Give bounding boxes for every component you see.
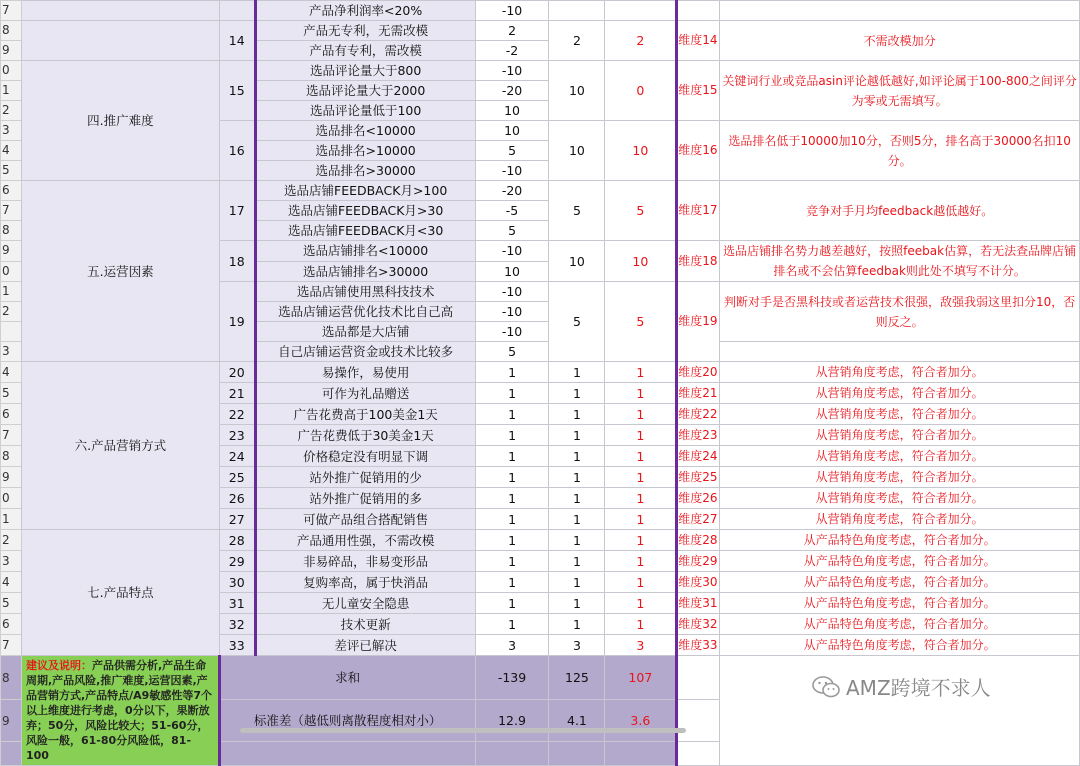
group-cell-5[interactable]: 五.运营因素 [21, 181, 219, 362]
score-cell[interactable]: -10 [475, 1, 549, 21]
score-cell[interactable]: -5 [475, 201, 549, 221]
label-cell[interactable] [677, 700, 720, 742]
item-cell[interactable]: 产品通用性强，不需改模 [255, 530, 475, 551]
row-header[interactable] [1, 322, 22, 342]
dim-number-cell[interactable]: 23 [219, 425, 255, 446]
note-cell[interactable]: 从产品特色角度考虑，符合者加分。 [720, 593, 1080, 614]
item-cell[interactable]: 选品店铺运营优化技术比自己高 [255, 302, 475, 322]
score-cell[interactable]: 1 [475, 614, 549, 635]
label-cell[interactable] [677, 1, 720, 21]
dim-number-cell[interactable]: 27 [219, 509, 255, 530]
note-cell[interactable]: 从产品特色角度考虑，符合者加分。 [720, 635, 1080, 656]
label-cell[interactable]: 维度21 [677, 383, 720, 404]
item-cell[interactable]: 站外推广促销用的少 [255, 467, 475, 488]
row-header[interactable]: 8 [1, 446, 22, 467]
item-cell[interactable]: 选品都是大店铺 [255, 322, 475, 342]
max-cell[interactable]: 1 [549, 362, 605, 383]
dim-number-cell[interactable]: 16 [219, 121, 255, 181]
score-cell[interactable]: -10 [475, 241, 549, 262]
score-cell[interactable]: -10 [475, 302, 549, 322]
max-cell[interactable]: 1 [549, 593, 605, 614]
result-cell[interactable]: 1 [605, 467, 677, 488]
label-cell[interactable]: 维度31 [677, 593, 720, 614]
group-cell[interactable]: 六.产品营销方式 [21, 362, 219, 530]
score-cell[interactable]: 1 [475, 530, 549, 551]
label-cell[interactable]: 维度17 [677, 181, 720, 241]
note-cell[interactable]: 竞争对手月均feedback越低越好。 [720, 181, 1080, 241]
row-header[interactable]: 3 [1, 551, 22, 572]
note-cell[interactable]: 从营销角度考虑，符合者加分。 [720, 404, 1080, 425]
label-cell[interactable]: 维度18 [677, 241, 720, 282]
max-cell[interactable]: 1 [549, 425, 605, 446]
score-cell[interactable]: 1 [475, 488, 549, 509]
row-header[interactable]: 2 [1, 101, 22, 121]
score-cell[interactable]: 1 [475, 404, 549, 425]
extra-cell[interactable] [605, 742, 677, 766]
row-header[interactable]: 8 [1, 21, 22, 41]
max-cell[interactable]: 10 [549, 241, 605, 282]
label-cell[interactable]: 维度20 [677, 362, 720, 383]
item-cell[interactable]: 易操作，易使用 [255, 362, 475, 383]
sum-score-cell[interactable]: -139 [475, 656, 549, 700]
item-cell[interactable]: 选品排名<10000 [255, 121, 475, 141]
row-header[interactable]: 4 [1, 572, 22, 593]
row-header[interactable]: 6 [1, 404, 22, 425]
max-cell[interactable]: 10 [549, 121, 605, 181]
item-cell[interactable]: 产品净利润率<20% [255, 1, 475, 21]
item-cell[interactable]: 选品店铺FEEDBACK月>30 [255, 201, 475, 221]
score-cell[interactable]: -10 [475, 282, 549, 302]
row-header[interactable]: 9 [1, 467, 22, 488]
note-cell[interactable]: 从产品特色角度考虑，符合者加分。 [720, 572, 1080, 593]
note-cell[interactable]: 从产品特色角度考虑，符合者加分。 [720, 551, 1080, 572]
label-cell[interactable]: 维度22 [677, 404, 720, 425]
note-cell[interactable]: 从营销角度考虑，符合者加分。 [720, 425, 1080, 446]
max-cell[interactable] [549, 1, 605, 21]
item-cell[interactable]: 广告花费高于100美金1天 [255, 404, 475, 425]
std-label-cell[interactable]: 标准差（越低则离散程度相对小） [219, 700, 475, 742]
score-cell[interactable]: 1 [475, 425, 549, 446]
result-cell[interactable]: 1 [605, 446, 677, 467]
item-cell[interactable]: 可做产品组合搭配销售 [255, 509, 475, 530]
result-cell[interactable]: 1 [605, 530, 677, 551]
score-cell[interactable]: 1 [475, 467, 549, 488]
row-header[interactable]: 4 [1, 141, 22, 161]
sum-max-cell[interactable]: 125 [549, 656, 605, 700]
label-cell[interactable]: 维度33 [677, 635, 720, 656]
result-cell[interactable]: 1 [605, 404, 677, 425]
max-cell[interactable]: 1 [549, 446, 605, 467]
result-cell[interactable]: 10 [605, 121, 677, 181]
item-cell[interactable]: 选品店铺FEEDBACK月>100 [255, 181, 475, 201]
note-cell[interactable]: 不需改模加分 [720, 21, 1080, 61]
score-cell[interactable]: -20 [475, 81, 549, 101]
row-header[interactable]: 1 [1, 282, 22, 302]
max-cell[interactable]: 1 [549, 530, 605, 551]
row-header[interactable]: 9 [1, 241, 22, 262]
result-cell[interactable] [605, 1, 677, 21]
note-cell[interactable]: 从营销角度考虑，符合者加分。 [720, 488, 1080, 509]
row-header[interactable]: 0 [1, 261, 22, 282]
group-cell-top[interactable] [21, 1, 219, 21]
note-cell[interactable]: 从营销角度考虑，符合者加分。 [720, 383, 1080, 404]
max-cell[interactable]: 1 [549, 572, 605, 593]
note-cell[interactable]: 关键词行业或竞品asin评论越低越好,如评论属于100-800之间评分为零或无需填写。 [720, 61, 1080, 121]
label-cell[interactable] [677, 656, 720, 700]
row-header[interactable]: 9 [1, 700, 22, 742]
dim-number-cell[interactable]: 15 [219, 61, 255, 121]
result-cell[interactable]: 1 [605, 551, 677, 572]
score-cell[interactable]: -10 [475, 322, 549, 342]
score-cell[interactable]: 5 [475, 141, 549, 161]
dim-number-cell[interactable]: 19 [219, 282, 255, 362]
extra-cell[interactable] [475, 742, 549, 766]
label-cell[interactable] [677, 742, 720, 766]
dim-number-cell[interactable]: 24 [219, 446, 255, 467]
row-header[interactable]: 5 [1, 161, 22, 181]
result-cell[interactable]: 1 [605, 509, 677, 530]
item-cell[interactable]: 自己店铺运营资金或技术比较多 [255, 342, 475, 362]
dim-number-cell[interactable]: 31 [219, 593, 255, 614]
dim-number-cell[interactable]: 22 [219, 404, 255, 425]
score-cell[interactable]: 5 [475, 342, 549, 362]
result-cell[interactable]: 1 [605, 572, 677, 593]
label-cell[interactable]: 维度29 [677, 551, 720, 572]
dim-number-cell[interactable]: 21 [219, 383, 255, 404]
score-cell[interactable]: 10 [475, 101, 549, 121]
std-result-cell[interactable]: 3.6 [605, 700, 677, 742]
result-cell[interactable]: 5 [605, 181, 677, 241]
dim-number-cell[interactable]: 17 [219, 181, 255, 241]
sum-result-cell[interactable]: 107 [605, 656, 677, 700]
group-cell[interactable]: 七.产品特点 [21, 530, 219, 656]
note-cell[interactable] [720, 342, 1080, 362]
label-cell[interactable]: 维度26 [677, 488, 720, 509]
dim-number-cell[interactable]: 30 [219, 572, 255, 593]
note-cell[interactable]: 从营销角度考虑，符合者加分。 [720, 362, 1080, 383]
advice-title: 建议及说明： [25, 659, 92, 672]
label-cell[interactable]: 维度23 [677, 425, 720, 446]
label-cell[interactable]: 维度32 [677, 614, 720, 635]
max-cell[interactable]: 1 [549, 467, 605, 488]
result-cell[interactable]: 1 [605, 488, 677, 509]
note-cell[interactable] [720, 1, 1080, 21]
label-cell[interactable]: 维度16 [677, 121, 720, 181]
result-cell[interactable]: 1 [605, 593, 677, 614]
item-cell[interactable]: 选品评论量低于100 [255, 101, 475, 121]
max-cell[interactable]: 3 [549, 635, 605, 656]
item-cell[interactable]: 可作为礼品赠送 [255, 383, 475, 404]
score-cell[interactable]: 2 [475, 21, 549, 41]
label-cell[interactable]: 维度15 [677, 61, 720, 121]
item-cell[interactable]: 站外推广促销用的多 [255, 488, 475, 509]
note-cell[interactable]: 从营销角度考虑，符合者加分。 [720, 467, 1080, 488]
dim-number-cell[interactable]: 29 [219, 551, 255, 572]
watermark [812, 672, 991, 701]
score-cell[interactable]: -10 [475, 61, 549, 81]
item-cell[interactable]: 选品店铺使用黑科技技术 [255, 282, 475, 302]
max-cell[interactable]: 1 [549, 488, 605, 509]
extra-cell[interactable] [219, 742, 475, 766]
label-cell[interactable]: 维度27 [677, 509, 720, 530]
watermark-text: AMZ跨境不求人 [846, 676, 991, 700]
label-cell[interactable]: 维度28 [677, 530, 720, 551]
result-cell[interactable]: 1 [605, 425, 677, 446]
score-cell[interactable]: 3 [475, 635, 549, 656]
row-header[interactable]: 3 [1, 342, 22, 362]
dim-number-cell[interactable]: 32 [219, 614, 255, 635]
note-cell[interactable]: 选品排名低于10000加10分，否则5分，排名高于30000名扣10分。 [720, 121, 1080, 181]
dim-number-cell[interactable]: 26 [219, 488, 255, 509]
result-cell[interactable]: 0 [605, 61, 677, 121]
score-cell[interactable]: -2 [475, 41, 549, 61]
dim-number-cell[interactable]: 18 [219, 241, 255, 282]
std-score-cell[interactable]: 12.9 [475, 700, 549, 742]
label-cell[interactable]: 维度19 [677, 282, 720, 362]
score-cell[interactable]: 1 [475, 383, 549, 404]
row-header[interactable]: 5 [1, 593, 22, 614]
dim-number-cell[interactable]: 20 [219, 362, 255, 383]
dim-number-cell[interactable]: 25 [219, 467, 255, 488]
sum-label-cell[interactable]: 求和 [219, 656, 475, 700]
dim-number-cell[interactable]: 28 [219, 530, 255, 551]
score-cell[interactable]: -10 [475, 161, 549, 181]
note-cell[interactable]: 选品店铺排名势力越差越好，按照feebak估算，若无法查品牌店铺排名或不会估算feedbak则此处不填写不计分。 [720, 241, 1080, 282]
result-cell[interactable]: 10 [605, 241, 677, 282]
item-cell[interactable]: 价格稳定没有明显下调 [255, 446, 475, 467]
row-header[interactable]: 5 [1, 383, 22, 404]
result-cell[interactable]: 1 [605, 383, 677, 404]
wechat-icon [812, 676, 840, 698]
item-cell[interactable]: 选品评论量大于2000 [255, 81, 475, 101]
row-header[interactable]: 2 [1, 302, 22, 322]
row-header[interactable]: 6 [1, 614, 22, 635]
max-cell[interactable]: 1 [549, 614, 605, 635]
score-cell[interactable]: 5 [475, 221, 549, 241]
note-cell[interactable]: 判断对手是否黑科技或者运营技术很强，敌强我弱这里扣分10，否则反之。 [720, 282, 1080, 342]
score-cell[interactable]: -20 [475, 181, 549, 201]
item-cell[interactable]: 选品排名>10000 [255, 141, 475, 161]
item-cell[interactable]: 非易碎品，非易变形品 [255, 551, 475, 572]
label-cell[interactable]: 维度14 [677, 21, 720, 61]
item-cell[interactable]: 选品店铺FEEDBACK月<30 [255, 221, 475, 241]
item-cell[interactable]: 复购率高，属于快消品 [255, 572, 475, 593]
note-cell[interactable]: 从产品特色角度考虑，符合者加分。 [720, 614, 1080, 635]
group-cell-3[interactable] [21, 21, 219, 61]
max-cell[interactable]: 5 [549, 282, 605, 362]
row-header[interactable]: 9 [1, 41, 22, 61]
row-header[interactable] [1, 742, 22, 766]
row-header[interactable]: 4 [1, 362, 22, 383]
row-header[interactable]: 3 [1, 121, 22, 141]
note-cell[interactable]: 从营销角度考虑，符合者加分。 [720, 446, 1080, 467]
max-cell[interactable]: 1 [549, 383, 605, 404]
result-cell[interactable]: 2 [605, 21, 677, 61]
max-cell[interactable]: 10 [549, 61, 605, 121]
item-cell[interactable]: 产品有专利，需改模 [255, 41, 475, 61]
row-header[interactable]: 6 [1, 181, 22, 201]
item-cell[interactable]: 选品店铺排名>30000 [255, 261, 475, 282]
item-cell[interactable]: 无儿童安全隐患 [255, 593, 475, 614]
row-header[interactable]: 0 [1, 488, 22, 509]
extra-cell[interactable] [549, 742, 605, 766]
std-max-cell[interactable]: 4.1 [549, 700, 605, 742]
max-cell[interactable]: 1 [549, 509, 605, 530]
item-cell[interactable]: 差评已解决 [255, 635, 475, 656]
label-cell[interactable]: 维度24 [677, 446, 720, 467]
score-cell[interactable]: 1 [475, 572, 549, 593]
label-cell[interactable]: 维度25 [677, 467, 720, 488]
row-header[interactable]: 2 [1, 530, 22, 551]
score-cell[interactable]: 1 [475, 509, 549, 530]
item-cell[interactable]: 选品评论量大于800 [255, 61, 475, 81]
dim-number-cell[interactable]: 33 [219, 635, 255, 656]
score-cell[interactable]: 1 [475, 551, 549, 572]
dim-number-cell[interactable] [219, 1, 255, 21]
result-cell[interactable]: 3 [605, 635, 677, 656]
advice-cell[interactable] [21, 656, 219, 766]
row-header[interactable]: 1 [1, 81, 22, 101]
result-cell[interactable]: 5 [605, 282, 677, 362]
result-cell[interactable]: 1 [605, 614, 677, 635]
row-header[interactable]: 8 [1, 656, 22, 700]
row-header[interactable]: 1 [1, 509, 22, 530]
dim-number-cell[interactable]: 14 [219, 21, 255, 61]
score-cell[interactable]: 10 [475, 261, 549, 282]
score-cell[interactable]: 1 [475, 446, 549, 467]
item-cell[interactable]: 产品无专利，无需改模 [255, 21, 475, 41]
max-cell[interactable]: 5 [549, 181, 605, 241]
row-header[interactable]: 8 [1, 221, 22, 241]
score-cell[interactable]: 1 [475, 362, 549, 383]
result-cell[interactable]: 1 [605, 362, 677, 383]
item-cell[interactable]: 技术更新 [255, 614, 475, 635]
advice-text: 产品供需分析,产品生命周期,产品风险,推广难度,运营因素,产品营销方式,产品特点/A9敏感性等7个以上维度进行考虑，0分以下，果断放弃；50分，风险比较大；51-60分，风险一般，61-80分风险低，81-100 [25, 659, 212, 762]
max-cell[interactable]: 1 [549, 404, 605, 425]
group-cell-4[interactable]: 四.推广难度 [21, 61, 219, 181]
score-cell[interactable]: 10 [475, 121, 549, 141]
row-header[interactable]: 0 [1, 61, 22, 81]
max-cell[interactable]: 1 [549, 551, 605, 572]
item-cell[interactable]: 选品店铺排名<10000 [255, 241, 475, 262]
row-header[interactable]: 7 [1, 1, 22, 21]
horizontal-scrollbar[interactable] [240, 728, 686, 733]
label-cell[interactable]: 维度30 [677, 572, 720, 593]
score-cell[interactable]: 1 [475, 593, 549, 614]
item-cell[interactable]: 广告花费低于30美金1天 [255, 425, 475, 446]
row-header[interactable]: 7 [1, 201, 22, 221]
item-cell[interactable]: 选品排名>30000 [255, 161, 475, 181]
max-cell[interactable]: 2 [549, 21, 605, 61]
row-header[interactable]: 7 [1, 635, 22, 656]
note-cell[interactable]: 从营销角度考虑，符合者加分。 [720, 509, 1080, 530]
note-cell[interactable]: 从产品特色角度考虑，符合者加分。 [720, 530, 1080, 551]
row-header[interactable]: 7 [1, 425, 22, 446]
